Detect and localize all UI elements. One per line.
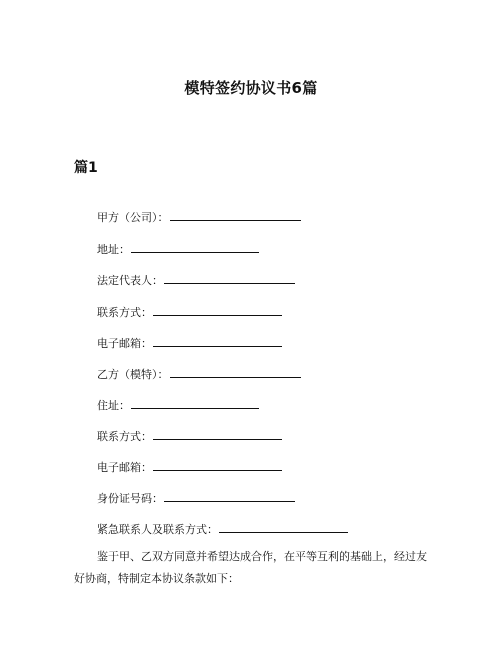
document-title: 模特签约协议书6篇	[184, 79, 318, 97]
field-label: 电子邮箱：	[97, 337, 152, 350]
fill-in-blank	[131, 241, 259, 253]
fill-in-blank	[153, 304, 282, 316]
field-party-a	[97, 209, 301, 226]
fill-in-blank	[153, 335, 282, 347]
field-label: 联系方式：	[97, 306, 152, 319]
fill-in-blank	[170, 366, 301, 378]
field-party-b-address	[97, 397, 259, 414]
field-label: 联系方式：	[97, 430, 152, 443]
field-party-b	[97, 366, 301, 383]
fill-in-blank	[153, 459, 282, 471]
field-party-a-contact	[97, 304, 282, 321]
fill-in-blank	[131, 397, 259, 409]
field-label: 电子邮箱：	[97, 461, 152, 474]
fill-in-blank	[153, 428, 282, 440]
field-emergency-contact	[97, 521, 348, 538]
field-party-b-email	[97, 459, 282, 476]
field-label: 甲方（公司）：	[97, 211, 169, 224]
field-party-b-contact	[97, 428, 282, 445]
field-party-a-address	[97, 241, 259, 258]
fill-in-blank	[170, 209, 301, 221]
field-label: 住址：	[97, 399, 130, 412]
field-label: 乙方（模特）：	[97, 368, 169, 381]
field-id-number	[97, 490, 295, 507]
field-label: 地址：	[97, 243, 130, 256]
field-label: 法定代表人：	[97, 274, 163, 287]
fill-in-blank	[164, 272, 295, 284]
field-legal-representative	[97, 272, 295, 289]
field-label: 紧急联系人及联系方式：	[97, 523, 218, 536]
field-party-a-email	[97, 335, 282, 352]
fill-in-blank	[219, 521, 348, 533]
section-heading: 篇1	[74, 160, 98, 176]
intro-paragraph: 鉴于甲、乙双方同意并希望达成合作，在平等互利的基础上，经过友好协商，特制定本协议条款如下：	[74, 550, 427, 585]
fill-in-blank	[164, 490, 295, 502]
field-label: 身份证号码：	[97, 492, 163, 505]
